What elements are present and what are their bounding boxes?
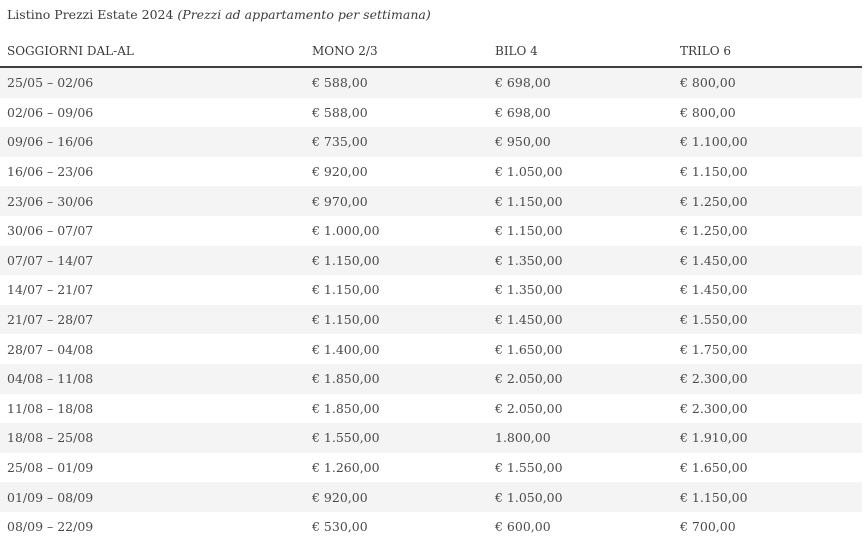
cell-mono-price: € 1.150,00: [305, 275, 488, 305]
price-list-title: Listino Prezzi Estate 2024: [7, 7, 174, 22]
cell-stay-dates: 01/09 – 08/09: [0, 482, 305, 512]
cell-bilo-price: € 1.150,00: [488, 216, 673, 246]
cell-stay-dates: 18/08 – 25/08: [0, 423, 305, 453]
header-trilo: TRILO 6: [673, 36, 862, 67]
cell-bilo-price: € 2.050,00: [488, 394, 673, 424]
table-row: [0, 246, 862, 276]
cell-bilo-price: € 698,00: [488, 67, 673, 98]
cell-trilo-price: € 800,00: [673, 67, 862, 98]
cell-stay-dates: 09/06 – 16/06: [0, 127, 305, 157]
cell-bilo-price: € 1.450,00: [488, 305, 673, 335]
cell-stay-dates: 04/08 – 11/08: [0, 364, 305, 394]
cell-stay-dates: 08/09 – 22/09: [0, 512, 305, 542]
table-row: [0, 334, 862, 364]
table-row: [0, 364, 862, 394]
cell-trilo-price: € 1.750,00: [673, 334, 862, 364]
table-row: [0, 216, 862, 246]
cell-trilo-price: € 1.450,00: [673, 246, 862, 276]
table-row: [0, 98, 862, 128]
cell-bilo-price: € 2.050,00: [488, 364, 673, 394]
cell-mono-price: € 588,00: [305, 98, 488, 128]
cell-stay-dates: 25/05 – 02/06: [0, 67, 305, 98]
cell-mono-price: € 1.150,00: [305, 246, 488, 276]
cell-mono-price: € 1.150,00: [305, 305, 488, 335]
cell-bilo-price: € 1.350,00: [488, 246, 673, 276]
cell-mono-price: € 735,00: [305, 127, 488, 157]
cell-stay-dates: 30/06 – 07/07: [0, 216, 305, 246]
cell-trilo-price: € 1.250,00: [673, 186, 862, 216]
cell-stay-dates: 21/07 – 28/07: [0, 305, 305, 335]
cell-trilo-price: € 1.250,00: [673, 216, 862, 246]
cell-stay-dates: 02/06 – 09/06: [0, 98, 305, 128]
table-row: [0, 127, 862, 157]
cell-mono-price: € 588,00: [305, 67, 488, 98]
cell-trilo-price: € 800,00: [673, 98, 862, 128]
cell-bilo-price: € 950,00: [488, 127, 673, 157]
table-row: [0, 67, 862, 98]
table-row: [0, 275, 862, 305]
cell-trilo-price: € 1.450,00: [673, 275, 862, 305]
table-header-row: [0, 36, 862, 67]
cell-stay-dates: 16/06 – 23/06: [0, 157, 305, 187]
cell-bilo-price: € 1.150,00: [488, 186, 673, 216]
cell-bilo-price: € 698,00: [488, 98, 673, 128]
cell-mono-price: € 920,00: [305, 157, 488, 187]
cell-stay-dates: 25/08 – 01/09: [0, 453, 305, 483]
cell-mono-price: € 1.400,00: [305, 334, 488, 364]
cell-mono-price: € 920,00: [305, 482, 488, 512]
header-stay-dates: SOGGIORNI DAL-AL: [0, 36, 305, 67]
cell-bilo-price: € 1.650,00: [488, 334, 673, 364]
cell-stay-dates: 11/08 – 18/08: [0, 394, 305, 424]
cell-mono-price: € 1.260,00: [305, 453, 488, 483]
table-row: [0, 482, 862, 512]
cell-trilo-price: € 700,00: [673, 512, 862, 542]
table-caption: [7, 6, 431, 24]
cell-bilo-price: € 1.050,00: [488, 157, 673, 187]
table-row: [0, 305, 862, 335]
cell-trilo-price: € 1.100,00: [673, 127, 862, 157]
cell-bilo-price: € 1.050,00: [488, 482, 673, 512]
cell-stay-dates: 28/07 – 04/08: [0, 334, 305, 364]
cell-bilo-price: € 1.350,00: [488, 275, 673, 305]
cell-bilo-price: 1.800,00: [488, 423, 673, 453]
cell-mono-price: € 530,00: [305, 512, 488, 542]
cell-mono-price: € 1.550,00: [305, 423, 488, 453]
cell-mono-price: € 1.850,00: [305, 394, 488, 424]
header-mono: MONO 2/3: [305, 36, 488, 67]
cell-mono-price: € 970,00: [305, 186, 488, 216]
table-row: [0, 186, 862, 216]
cell-trilo-price: € 1.150,00: [673, 482, 862, 512]
cell-trilo-price: € 2.300,00: [673, 364, 862, 394]
cell-trilo-price: € 1.550,00: [673, 305, 862, 335]
cell-trilo-price: € 1.650,00: [673, 453, 862, 483]
table-row: [0, 512, 862, 542]
table-row: [0, 157, 862, 187]
cell-stay-dates: 14/07 – 21/07: [0, 275, 305, 305]
table-body: [0, 67, 862, 542]
cell-bilo-price: € 1.550,00: [488, 453, 673, 483]
cell-mono-price: € 1.000,00: [305, 216, 488, 246]
cell-bilo-price: € 600,00: [488, 512, 673, 542]
table-row: [0, 453, 862, 483]
cell-trilo-price: € 2.300,00: [673, 394, 862, 424]
cell-mono-price: € 1.850,00: [305, 364, 488, 394]
cell-stay-dates: 07/07 – 14/07: [0, 246, 305, 276]
table-row: [0, 394, 862, 424]
cell-stay-dates: 23/06 – 30/06: [0, 186, 305, 216]
cell-trilo-price: € 1.910,00: [673, 423, 862, 453]
cell-trilo-price: € 1.150,00: [673, 157, 862, 187]
header-bilo: BILO 4: [488, 36, 673, 67]
price-table: [0, 36, 862, 542]
price-list-note: (Prezzi ad appartamento per settimana): [177, 7, 431, 22]
table-row: [0, 423, 862, 453]
